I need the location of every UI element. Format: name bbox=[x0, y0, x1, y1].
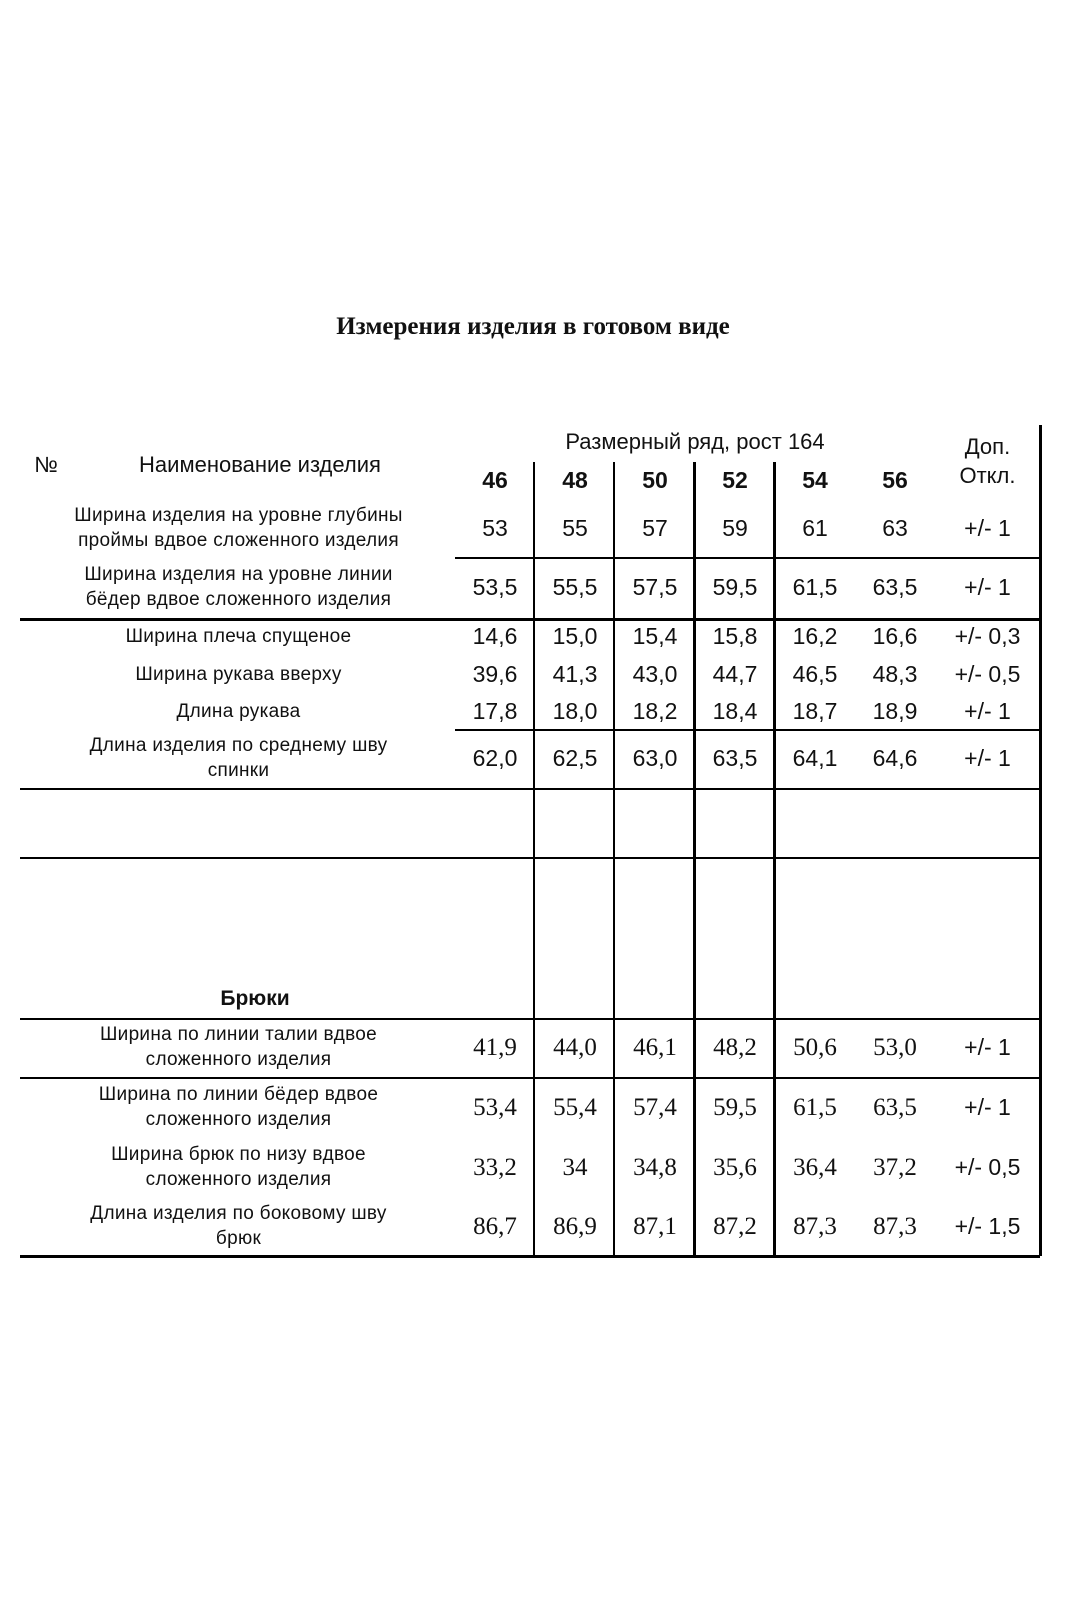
measurement-name: Длина изделия по среднему шву спинки bbox=[89, 735, 388, 781]
size-range-header: Размерный ряд, рост 164 bbox=[565, 429, 825, 455]
measurement-value: 59,5 bbox=[713, 1093, 757, 1121]
table-column-rule bbox=[693, 462, 696, 1256]
table-rule bbox=[20, 1255, 1040, 1258]
table-rule bbox=[20, 788, 1040, 790]
measurement-value: 62,0 bbox=[472, 745, 518, 772]
tolerance-value: +/- 1 bbox=[964, 1094, 1011, 1121]
size-46-header: 46 bbox=[482, 467, 508, 494]
measurement-value: 87,1 bbox=[633, 1212, 677, 1240]
measurement-name: Ширина плеча спущеное bbox=[125, 625, 352, 647]
table-rule bbox=[20, 1077, 1040, 1079]
measurement-value: 86,7 bbox=[473, 1212, 517, 1240]
measurement-value: 63,5 bbox=[872, 574, 918, 601]
measurement-value: 86,9 bbox=[553, 1212, 597, 1240]
table-rule bbox=[20, 1018, 1040, 1020]
measurement-value: 18,7 bbox=[792, 698, 838, 725]
tolerance-value: +/- 1 bbox=[964, 698, 1011, 725]
measurement-value: 64,6 bbox=[872, 745, 918, 772]
measurement-name: Ширина рукава вверху bbox=[135, 663, 342, 685]
measurement-name: Ширина брюк по низу вдвое сложенного изделия bbox=[111, 1144, 366, 1190]
measurement-value: 63,5 bbox=[712, 745, 758, 772]
measurement-value: 63,0 bbox=[632, 745, 678, 772]
table-rule bbox=[455, 729, 1040, 731]
table-column-rule bbox=[613, 462, 615, 1256]
measurement-value: 34 bbox=[562, 1153, 588, 1181]
tolerance-value: +/- 1 bbox=[964, 745, 1011, 772]
measurement-value: 62,5 bbox=[552, 745, 598, 772]
measurement-value: 36,4 bbox=[793, 1153, 837, 1181]
page-title: Измерения изделия в готовом виде bbox=[336, 313, 730, 340]
tolerance-value: +/- 1 bbox=[964, 515, 1011, 542]
table-column-rule bbox=[773, 462, 776, 1256]
measurement-value: 63,5 bbox=[873, 1093, 917, 1121]
measurement-value: 18,2 bbox=[632, 698, 678, 725]
table-rule bbox=[20, 857, 1040, 859]
tolerance-value: +/- 1 bbox=[964, 1034, 1011, 1061]
measurement-name: Длина изделия по боковому шву брюк bbox=[90, 1203, 387, 1249]
measurement-value: 87,3 bbox=[873, 1212, 917, 1240]
measurement-value: 53,5 bbox=[472, 574, 518, 601]
measurement-value: 43,0 bbox=[632, 661, 678, 688]
measurement-value: 34,8 bbox=[633, 1153, 677, 1181]
measurement-value: 41,3 bbox=[552, 661, 598, 688]
measurement-value: 15,4 bbox=[632, 623, 678, 650]
measurement-value: 33,2 bbox=[473, 1153, 517, 1181]
measurement-value: 87,3 bbox=[793, 1212, 837, 1240]
measurement-value: 15,0 bbox=[552, 623, 598, 650]
measurement-name: Длина рукава bbox=[176, 700, 301, 722]
measurement-value: 37,2 bbox=[873, 1153, 917, 1181]
measurement-value: 17,8 bbox=[472, 698, 518, 725]
measurement-value: 63 bbox=[882, 515, 908, 542]
measurement-value: 57,5 bbox=[632, 574, 678, 601]
measurement-value: 64,1 bbox=[792, 745, 838, 772]
tolerance-value: +/- 0,5 bbox=[954, 1154, 1021, 1181]
table-column-rule bbox=[533, 462, 535, 1256]
measurement-value: 18,9 bbox=[872, 698, 918, 725]
measurement-name: Ширина по линии талии вдвое сложенного изделия bbox=[99, 1024, 378, 1070]
size-54-header: 54 bbox=[802, 467, 828, 494]
name-header: Наименование изделия bbox=[139, 451, 381, 477]
tolerance-header: Доп. Откл. bbox=[959, 433, 1016, 488]
size-50-header: 50 bbox=[642, 467, 668, 494]
measurement-value: 46,1 bbox=[633, 1033, 677, 1061]
measurement-value: 50,6 bbox=[793, 1033, 837, 1061]
measurement-value: 53,4 bbox=[473, 1093, 517, 1121]
measurement-value: 48,2 bbox=[713, 1033, 757, 1061]
measurement-value: 16,6 bbox=[872, 623, 918, 650]
measurement-value: 59 bbox=[722, 515, 748, 542]
measurement-value: 39,6 bbox=[472, 661, 518, 688]
measurement-value: 53,0 bbox=[873, 1033, 917, 1061]
measurement-value: 55,4 bbox=[553, 1093, 597, 1121]
measurement-value: 35,6 bbox=[713, 1153, 757, 1181]
measurement-value: 57,4 bbox=[633, 1093, 677, 1121]
size-52-header: 52 bbox=[722, 467, 748, 494]
measurement-value: 59,5 bbox=[712, 574, 758, 601]
measurement-value: 61,5 bbox=[792, 574, 838, 601]
tolerance-value: +/- 0,5 bbox=[954, 661, 1021, 688]
measurement-value: 46,5 bbox=[792, 661, 838, 688]
measurement-name: Ширина изделия на уровне глубины проймы вдвое сложенного изделия bbox=[74, 505, 403, 551]
measurement-name: Ширина изделия на уровне линии бёдер вдвое сложенного изделия bbox=[84, 564, 393, 610]
measurement-value: 14,6 bbox=[472, 623, 518, 650]
tolerance-value: +/- 1,5 bbox=[954, 1213, 1021, 1240]
measurement-value: 87,2 bbox=[713, 1212, 757, 1240]
measurement-value: 44,0 bbox=[553, 1033, 597, 1061]
measurement-value: 18,0 bbox=[552, 698, 598, 725]
measurement-value: 41,9 bbox=[473, 1033, 517, 1061]
table-rule bbox=[455, 557, 1040, 559]
measurement-value: 15,8 bbox=[712, 623, 758, 650]
measurement-value: 16,2 bbox=[792, 623, 838, 650]
measurement-name: Ширина по линии бёдер вдвое сложенного изделия bbox=[98, 1084, 379, 1130]
measurement-value: 55 bbox=[562, 515, 588, 542]
measurement-value: 55,5 bbox=[552, 574, 598, 601]
measurement-value: 18,4 bbox=[712, 698, 758, 725]
measurement-value: 44,7 bbox=[712, 661, 758, 688]
measurement-value: 48,3 bbox=[872, 661, 918, 688]
measurement-value: 57 bbox=[642, 515, 668, 542]
table-rule bbox=[20, 618, 1040, 621]
tolerance-value: +/- 1 bbox=[964, 574, 1011, 601]
tolerance-value: +/- 0,3 bbox=[954, 623, 1021, 650]
size-48-header: 48 bbox=[562, 467, 588, 494]
section-title-pants: Брюки bbox=[220, 987, 290, 1011]
measurement-value: 61,5 bbox=[793, 1093, 837, 1121]
measurement-value: 53 bbox=[482, 515, 508, 542]
number-header: № bbox=[34, 451, 58, 477]
measurement-value: 61 bbox=[802, 515, 828, 542]
table-column-rule bbox=[1039, 425, 1042, 1256]
size-56-header: 56 bbox=[882, 467, 908, 494]
